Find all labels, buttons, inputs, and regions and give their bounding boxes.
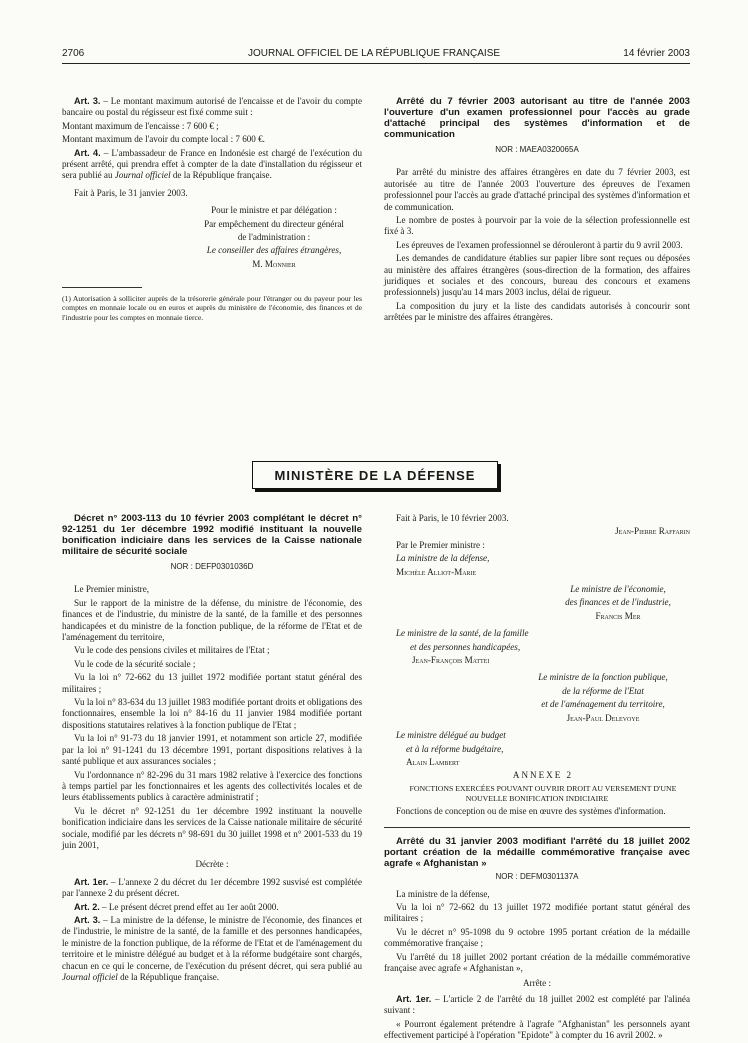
decrete: Décrète : bbox=[195, 859, 229, 870]
section-rule bbox=[384, 827, 690, 828]
ministry-banner: MINISTÈRE DE LA DÉFENSE bbox=[252, 461, 498, 489]
paragraph: Par arrêté du ministre des affaires étrangères en date du 7 février 2003, est autorisée au titre de l'année 2003 l'ouverture des épreuves de l'examen professionnel pour l'accès au grade d'attaché principal des systèmes d'information et de communication. bbox=[384, 167, 690, 212]
decret-title: Décret n° 2003-113 du 10 février 2003 complétant le décret n° 92-1251 du 1er décembre 1992 modifié instituant la nouvelle bonification indiciaire dans les services de la Caisse nationale militaire de sécurité sociale bbox=[62, 513, 362, 557]
paragraph: La ministre de la défense, bbox=[396, 888, 490, 899]
par-le-premier-ministre: Par le Premier ministre : bbox=[396, 539, 485, 550]
journal-title: JOURNAL OFFICIEL DE LA RÉPUBLIQUE FRANÇAISE bbox=[247, 48, 501, 59]
paragraph: Les demandes de candidature établies sur papier libre sont reçues ou déposées au ministère des affaires étrangères (sous-direction de la formation, des affaires juridiques et sociales et des concours, bureau des concours et examens professionnels) jusqu'au 14 mars 2003 inclus, délai de rigueur. bbox=[384, 253, 690, 298]
signatures-column bbox=[384, 513, 690, 1043]
nor-reference: NOR : DEFM0301137A bbox=[495, 872, 579, 882]
annexe-title: ANNEXE 2 bbox=[512, 770, 574, 781]
signature-block: Le ministre de l'économie, des finances et de l'industrie, Francis Mer bbox=[534, 584, 690, 622]
fait-a-paris: Fait à Paris, le 31 janvier 2003. bbox=[74, 187, 188, 198]
signature-block: Le ministre de la fonction publique, de la réforme de l'Etat et de l'aménagement du territoire, Jean-Paul Delevoye bbox=[504, 672, 690, 724]
annexe-subtitle: FONCTIONS EXERCÉES POUVANT OUVRIR DROIT AU VERSEMENT D'UNE NOUVELLE BONIFICATION INDICIAIRE bbox=[409, 783, 677, 803]
top-left-column bbox=[62, 96, 362, 272]
page-date: 14 février 2003 bbox=[623, 48, 690, 59]
paragraph: Vu le décret n° 95-1098 du 9 octobre 1995 portant création de la médaille commémorative française ; bbox=[384, 926, 690, 949]
decret-column bbox=[62, 513, 362, 985]
paragraph: Vu la loi n° 72-662 du 13 juillet 1972 modifiée portant statut général des militaires ; bbox=[62, 672, 362, 694]
arrete-title: Arrêté du 7 février 2003 autorisant au titre de l'année 2003 l'ouverture d'un examen professionnel pour l'accès au grade d'attaché principal des systèmes d'information et de communication bbox=[384, 96, 690, 140]
signature-block: Le ministre de la santé, de la famille et des personnes handicapées, Jean-François Mattei bbox=[384, 628, 554, 666]
arrete2-quote: « Pourront également prétendre à l'agrafe "Afghanistan" les personnels ayant effectivement participé à l'opération "Epidote" à compter du 16 avril 2002. » bbox=[384, 1018, 690, 1040]
signature-name: Jean-François Mattei bbox=[412, 655, 490, 666]
paragraph: Les épreuves de l'examen professionnel se dérouleront à partir du 9 avril 2003. bbox=[396, 239, 683, 250]
paragraph: Vu la loi n° 72-662 du 13 juillet 1972 modifiée portant statut général des militaires ; bbox=[384, 901, 690, 924]
signature-title: La ministre de la défense, bbox=[396, 553, 490, 564]
paragraph: Vu la loi n° 91-73 du 18 janvier 1991, et notamment son article 27, modifiée par la loi n° 91-1241 du 13 décembre 1991, portant dispositions relatives à la santé publique et aux assurances sociales ; bbox=[62, 733, 362, 767]
annexe-text: Fonctions de conception ou de mise en œuvre des systèmes d'information. bbox=[396, 805, 666, 816]
decret-article-1: Art. 1er. – L'annexe 2 du décret du 1er décembre 1992 susvisé est complétée par l'annexe 2 du présent décret. bbox=[62, 876, 362, 899]
paragraph: Sur le rapport de la ministre de la défense, du ministre de l'économie, des finances et de l'industrie, du ministre de la santé, de la famille et des personnes handicapées et du ministre de la fonction publique, de la réforme de l'Etat et de l'aménagement du territoire, bbox=[62, 597, 362, 643]
footnote-rule bbox=[62, 287, 142, 288]
arrete2-title: Arrêté du 31 janvier 2003 modifiant l'arrêté du 18 juillet 2002 portant création de la médaille commémorative française avec agrafe « Afghanistan » bbox=[384, 836, 690, 870]
signature-name: Francis Mer bbox=[595, 610, 641, 621]
header-rule bbox=[62, 63, 690, 64]
nor-reference: NOR : MAEA0320065A bbox=[495, 145, 579, 154]
paragraph: Vu le code des pensions civiles et militaires de l'Etat ; bbox=[74, 645, 270, 656]
paragraph: Vu l'arrêté du 18 juillet 2002 portant création de la médaille commémorative française avec agrafe « Afghanistan », bbox=[384, 951, 690, 973]
amount-encaisse: Montant maximum de l'encaisse : 7 600 € ; bbox=[62, 120, 219, 131]
paragraph: Le Premier ministre, bbox=[74, 584, 150, 595]
signature-block: Pour le ministre et par délégation : Par empêchement du directeur général de l'administration : Le conseiller des affaires étrangères, M. Monnier bbox=[204, 205, 344, 269]
signature-block: Le ministre délégué au budget et à la réforme budgétaire, Alain Lambert bbox=[384, 730, 690, 768]
nor-reference: NOR : DEFP0301036D bbox=[170, 562, 254, 571]
page-number: 2706 bbox=[62, 48, 85, 59]
signature-name: Jean-Paul Delevoye bbox=[566, 712, 640, 723]
arrete2-article-1: Art. 1er. – L'article 2 de l'arrêté du 18 juillet 2002 est complété par l'alinéa suivant : bbox=[384, 993, 690, 1016]
footnote: (1) Autorisation à solliciter auprès de la trésorerie générale pour l'étranger ou du payeur pour les comptes en monnaie locale ou en euros et auprès du ministère de l'économie, des finances et de l'industrie pour les comptes en monnaie tierce. bbox=[62, 294, 362, 322]
decret-article-3: Art. 3. – La ministre de la défense, le ministre de l'économie, des finances et de l'industrie, le ministre de la santé, de la famille et des personnes handicapées, le ministre de la fonction publique, de la réforme de l'Etat et de l'aménagement du territoire et le ministre délégué au budget et à la réforme budgétaire sont chargés, chacun en ce qui le concerne, de l'exécution du présent décret, qui sera publié au Journal officiel de la République française. bbox=[62, 914, 363, 982]
amount-avoir: Montant maximum de l'avoir du compte local : 7 600 €. bbox=[62, 134, 265, 145]
signature-name: Jean-Pierre Raffarin bbox=[615, 526, 690, 537]
fait-a-paris: Fait à Paris, le 10 février 2003. bbox=[396, 513, 509, 523]
paragraph: Vu l'ordonnance n° 82-296 du 31 mars 1982 relative à l'exercice des fonctions à temps partiel par les fonctionnaires et les agents des collectivités locales et de leurs établissements publics à caractère administratif ; bbox=[62, 769, 362, 803]
decret-article-2: Art. 2. – Le présent décret prend effet au 1er août 2000. bbox=[74, 901, 279, 912]
paragraph: Vu le décret n° 92-1251 du 1er décembre 1992 instituant la nouvelle bonification indiciaire dans les services de la Caisse nationale militaire de sécurité sociale, modifié par les décrets n° 98-691 du 30 juillet 1998 et n° 2001-533 du 19 juin 2001, bbox=[62, 805, 362, 850]
article-3: Art. 3. – Le montant maximum autorisé de l'encaisse et de l'avoir du compte bancaire ou postal du régisseur est fixé comme suit : bbox=[62, 96, 362, 118]
paragraph: Vu la loi n° 83-634 du 13 juillet 1983 modifiée portant droits et obligations des fonctionnaires, ensemble la loi n° 84-16 du 11 janvier 1984 modifiée portant dispositions statutaires relatives à la fonction publique de l'Etat ; bbox=[62, 697, 362, 730]
paragraph: Vu le code de la sécurité sociale ; bbox=[74, 658, 196, 669]
signature-name: Alain Lambert bbox=[406, 756, 460, 767]
article-4: Art. 4. – L'ambassadeur de France en Indonésie est chargé de l'exécution du présent arrêté, qui prendra effet à compter de la date d'installation du régisseur et sera publié au Journal officiel de la République française. bbox=[62, 147, 362, 181]
paragraph: La composition du jury et la liste des candidats autorisés à concourir sont arrêtées par le ministre des affaires étrangères. bbox=[384, 300, 690, 323]
top-right-column bbox=[384, 96, 690, 326]
paragraph: Le nombre de postes à pourvoir par la voie de la sélection professionnelle est fixé à 3. bbox=[384, 215, 690, 237]
arrete-word: Arrête : bbox=[522, 978, 552, 989]
signature-name: Michèle Alliot-Marie bbox=[396, 566, 477, 577]
